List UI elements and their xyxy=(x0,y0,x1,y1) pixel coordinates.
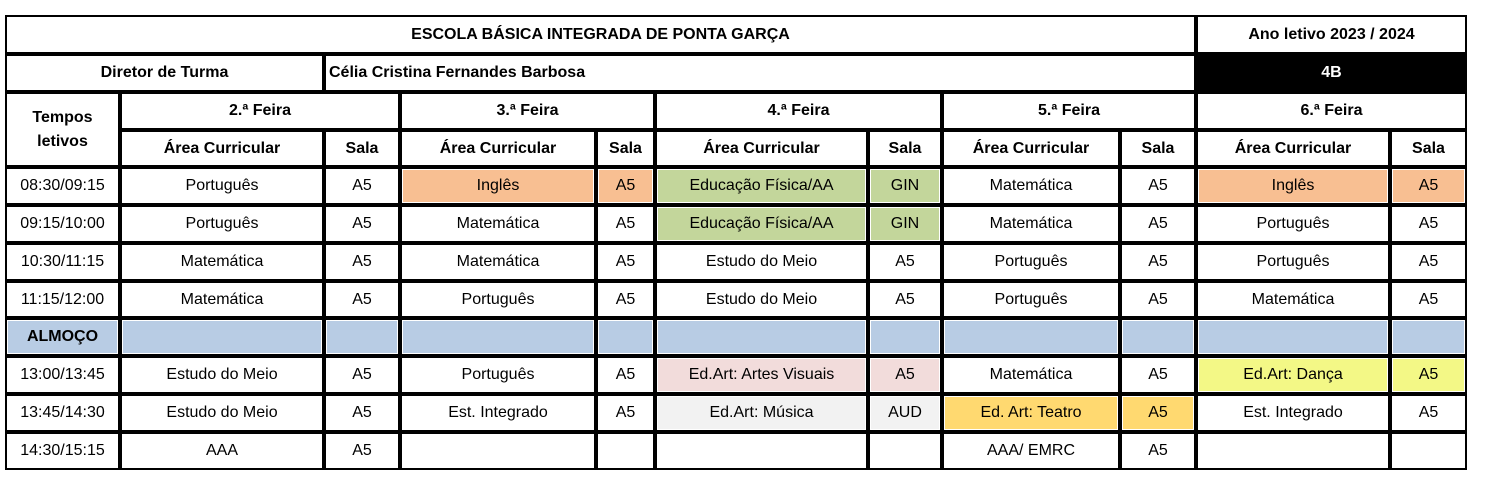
room-cell: A5 xyxy=(1120,394,1196,432)
director-name: Célia Cristina Fernandes Barbosa xyxy=(324,54,1196,92)
room-cell: A5 xyxy=(596,167,655,205)
room-cell: A5 xyxy=(596,281,655,318)
room-cell: A5 xyxy=(324,243,400,281)
room-cell: A5 xyxy=(1390,394,1467,432)
room-cell xyxy=(324,318,400,356)
class-name: 4B xyxy=(1196,54,1467,92)
room-cell: A5 xyxy=(1120,243,1196,281)
room-cell: A5 xyxy=(868,281,942,318)
sala-header: Sala xyxy=(868,130,942,167)
room-cell: A5 xyxy=(324,394,400,432)
room-cell: A5 xyxy=(324,356,400,394)
subject-cell: Matemática xyxy=(400,243,596,281)
subject-cell: Português xyxy=(942,281,1120,318)
area-header: Área Curricular xyxy=(400,130,596,167)
room-cell: A5 xyxy=(1120,205,1196,243)
room-cell: A5 xyxy=(324,167,400,205)
room-cell: A5 xyxy=(324,205,400,243)
room-cell xyxy=(1390,318,1467,356)
room-cell: A5 xyxy=(868,356,942,394)
time-slot: 08:30/09:15 xyxy=(5,167,120,205)
room-cell: AUD xyxy=(868,394,942,432)
subject-cell: Português xyxy=(400,281,596,318)
subject-cell xyxy=(120,318,324,356)
room-cell: A5 xyxy=(596,243,655,281)
time-slot: 13:45/14:30 xyxy=(5,394,120,432)
day-header: 3.ª Feira xyxy=(400,92,655,130)
subject-cell: Matemática xyxy=(942,205,1120,243)
subject-cell: Português xyxy=(400,356,596,394)
time-slot: 10:30/11:15 xyxy=(5,243,120,281)
subject-cell: Est. Integrado xyxy=(1196,394,1390,432)
subject-cell: AAA/ EMRC xyxy=(942,432,1120,470)
subject-cell xyxy=(942,318,1120,356)
room-cell: A5 xyxy=(324,281,400,318)
time-slot: 11:15/12:00 xyxy=(5,281,120,318)
subject-cell: Português xyxy=(942,243,1120,281)
director-label: Diretor de Turma xyxy=(5,54,324,92)
room-cell xyxy=(596,318,655,356)
room-cell: A5 xyxy=(596,205,655,243)
subject-cell: Português xyxy=(120,167,324,205)
subject-cell xyxy=(655,318,868,356)
room-cell: GIN xyxy=(868,205,942,243)
room-cell: A5 xyxy=(868,243,942,281)
room-cell xyxy=(596,432,655,470)
subject-cell: Estudo do Meio xyxy=(120,394,324,432)
day-header: 5.ª Feira xyxy=(942,92,1196,130)
time-slot: ALMOÇO xyxy=(5,318,120,356)
room-cell: A5 xyxy=(1120,432,1196,470)
room-cell: A5 xyxy=(1390,281,1467,318)
subject-cell: Ed. Art: Teatro xyxy=(942,394,1120,432)
area-header: Área Curricular xyxy=(942,130,1120,167)
time-slot: 09:15/10:00 xyxy=(5,205,120,243)
subject-cell: Matemática xyxy=(942,356,1120,394)
sala-header: Sala xyxy=(1390,130,1467,167)
day-header: 4.ª Feira xyxy=(655,92,942,130)
subject-cell: Matemática xyxy=(120,243,324,281)
subject-cell: Ed.Art: Música xyxy=(655,394,868,432)
subject-cell: Inglês xyxy=(400,167,596,205)
day-header: 2.ª Feira xyxy=(120,92,400,130)
subject-cell: Português xyxy=(1196,243,1390,281)
subject-cell: Inglês xyxy=(1196,167,1390,205)
room-cell: A5 xyxy=(1120,167,1196,205)
area-header: Área Curricular xyxy=(120,130,324,167)
room-cell xyxy=(868,318,942,356)
area-header: Área Curricular xyxy=(655,130,868,167)
subject-cell: Educação Física/AA xyxy=(655,205,868,243)
subject-cell: Matemática xyxy=(120,281,324,318)
subject-cell: Estudo do Meio xyxy=(655,281,868,318)
room-cell xyxy=(1120,318,1196,356)
subject-cell xyxy=(655,432,868,470)
subject-cell: AAA xyxy=(120,432,324,470)
room-cell: A5 xyxy=(1390,167,1467,205)
timetable xyxy=(5,15,1467,470)
time-slot: 13:00/13:45 xyxy=(5,356,120,394)
subject-cell: Estudo do Meio xyxy=(120,356,324,394)
room-cell xyxy=(868,432,942,470)
subject-cell: Educação Física/AA xyxy=(655,167,868,205)
school-year: Ano letivo 2023 / 2024 xyxy=(1196,15,1467,54)
room-cell: A5 xyxy=(596,394,655,432)
subject-cell: Matemática xyxy=(942,167,1120,205)
subject-cell: Português xyxy=(120,205,324,243)
day-header: 6.ª Feira xyxy=(1196,92,1467,130)
subject-cell: Estudo do Meio xyxy=(655,243,868,281)
room-cell xyxy=(1390,432,1467,470)
room-cell: A5 xyxy=(1390,356,1467,394)
sala-header: Sala xyxy=(324,130,400,167)
school-name: ESCOLA BÁSICA INTEGRADA DE PONTA GARÇA xyxy=(5,15,1196,54)
subject-cell: Matemática xyxy=(1196,281,1390,318)
room-cell: A5 xyxy=(1390,205,1467,243)
room-cell: A5 xyxy=(1120,356,1196,394)
subject-cell xyxy=(400,432,596,470)
subject-cell: Ed.Art: Dança xyxy=(1196,356,1390,394)
subject-cell xyxy=(1196,318,1390,356)
room-cell: A5 xyxy=(596,356,655,394)
area-header: Área Curricular xyxy=(1196,130,1390,167)
time-slot: 14:30/15:15 xyxy=(5,432,120,470)
room-cell: A5 xyxy=(324,432,400,470)
subject-cell xyxy=(1196,432,1390,470)
subject-cell: Português xyxy=(1196,205,1390,243)
subject-cell xyxy=(400,318,596,356)
subject-cell: Matemática xyxy=(400,205,596,243)
tempos-header: Tempos letivos xyxy=(5,92,120,167)
sala-header: Sala xyxy=(1120,130,1196,167)
subject-cell: Ed.Art: Artes Visuais xyxy=(655,356,868,394)
room-cell: A5 xyxy=(1120,281,1196,318)
sala-header: Sala xyxy=(596,130,655,167)
subject-cell: Est. Integrado xyxy=(400,394,596,432)
room-cell: A5 xyxy=(1390,243,1467,281)
room-cell: GIN xyxy=(868,167,942,205)
